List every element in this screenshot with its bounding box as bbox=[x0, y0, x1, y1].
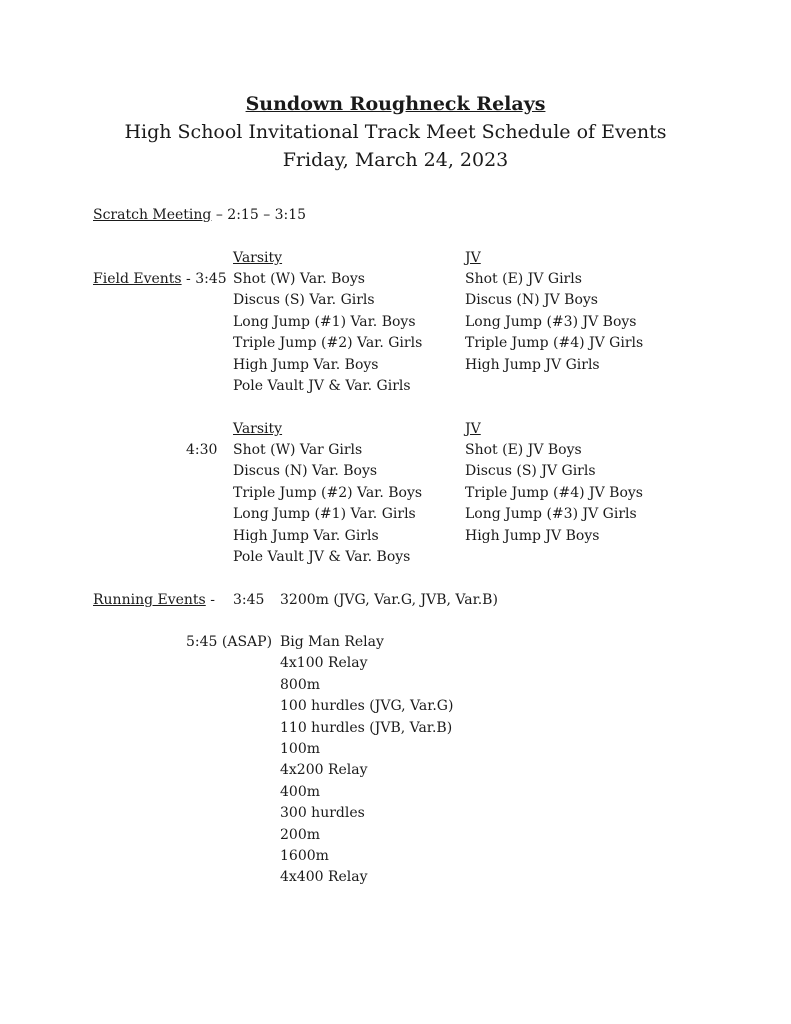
list-item: Pole Vault JV & Var. Boys bbox=[233, 548, 411, 565]
list-item: 100 hurdles (JVG, Var.G) bbox=[280, 698, 454, 715]
list-item: 400m bbox=[280, 783, 320, 800]
document-date: Friday, March 24, 2023 bbox=[282, 149, 509, 171]
document-subtitle: High School Invitational Track Meet Schedule of Events bbox=[124, 121, 667, 143]
list-item: 100m bbox=[280, 740, 320, 757]
list-item: Shot (W) Var. Boys bbox=[233, 271, 365, 287]
running-events-line bbox=[93, 590, 215, 611]
field-events-time: - 3:45 bbox=[181, 271, 227, 287]
list-item: Shot (E) JV Boys bbox=[465, 442, 582, 458]
running-events-label: Running Events bbox=[93, 592, 206, 608]
list-item: Triple Jump (#2) Var. Boys bbox=[233, 484, 423, 501]
list-item: High Jump Var. Girls bbox=[233, 527, 379, 544]
list-item: 300 hurdles bbox=[280, 805, 365, 822]
list-item: Long Jump (#1) Var. Boys bbox=[233, 313, 416, 330]
list-item: 800m bbox=[280, 676, 320, 693]
list-item: Discus (S) JV Girls bbox=[465, 463, 596, 480]
list-item: 4x200 Relay bbox=[280, 762, 368, 779]
list-item: Long Jump (#1) Var. Girls bbox=[233, 506, 416, 523]
field-jv-list-1 bbox=[465, 269, 643, 376]
field-events-line bbox=[93, 269, 227, 290]
list-item: Triple Jump (#4) JV Girls bbox=[465, 335, 644, 352]
running-first-event: 3200m (JVG, Var.G, JVB, Var.B) bbox=[280, 592, 498, 608]
field-varsity-heading-2: Varsity bbox=[233, 421, 283, 437]
field-jv-heading-2: JV bbox=[465, 421, 481, 437]
running-second-time: 5:45 (ASAP) bbox=[186, 634, 273, 650]
list-item: 4x400 Relay bbox=[280, 869, 368, 886]
list-item: Shot (W) Var Girls bbox=[233, 442, 363, 458]
list-item: Discus (N) JV Boys bbox=[465, 292, 598, 309]
field-jv-list-2 bbox=[465, 440, 643, 547]
field-session2-time: 4:30 bbox=[186, 442, 218, 458]
scratch-meeting-line bbox=[93, 205, 306, 226]
field-varsity-list-1 bbox=[233, 269, 422, 397]
list-item: Long Jump (#3) JV Boys bbox=[465, 313, 637, 330]
list-item: Triple Jump (#4) JV Boys bbox=[465, 484, 643, 501]
list-item: 110 hurdles (JVB, Var.B) bbox=[280, 719, 453, 736]
list-item: Triple Jump (#2) Var. Girls bbox=[233, 335, 423, 352]
running-events-suffix: - bbox=[205, 592, 215, 608]
scratch-meeting-label: Scratch Meeting bbox=[93, 207, 212, 223]
list-item: 1600m bbox=[280, 847, 329, 864]
list-item: 4x100 Relay bbox=[280, 655, 368, 672]
list-item: High Jump Var. Boys bbox=[233, 356, 379, 373]
running-events-list bbox=[280, 632, 453, 889]
document-title: Sundown Roughneck Relays bbox=[245, 93, 546, 115]
list-item: Shot (E) JV Girls bbox=[465, 271, 582, 287]
field-varsity-heading-1: Varsity bbox=[233, 250, 283, 266]
running-first-time: 3:45 bbox=[233, 592, 265, 608]
field-jv-heading-1: JV bbox=[465, 250, 481, 266]
scratch-meeting-time: – 2:15 – 3:15 bbox=[211, 207, 307, 223]
list-item: Discus (N) Var. Boys bbox=[233, 463, 378, 480]
list-item: High Jump JV Girls bbox=[465, 356, 600, 373]
field-events-label: Field Events bbox=[93, 271, 182, 287]
field-varsity-list-2 bbox=[233, 440, 422, 568]
list-item: Long Jump (#3) JV Girls bbox=[465, 506, 637, 523]
list-item: Discus (S) Var. Girls bbox=[233, 292, 375, 309]
list-item: High Jump JV Boys bbox=[465, 527, 600, 544]
list-item: Pole Vault JV & Var. Girls bbox=[233, 377, 411, 394]
list-item: 200m bbox=[280, 826, 320, 843]
list-item: Big Man Relay bbox=[280, 634, 384, 650]
